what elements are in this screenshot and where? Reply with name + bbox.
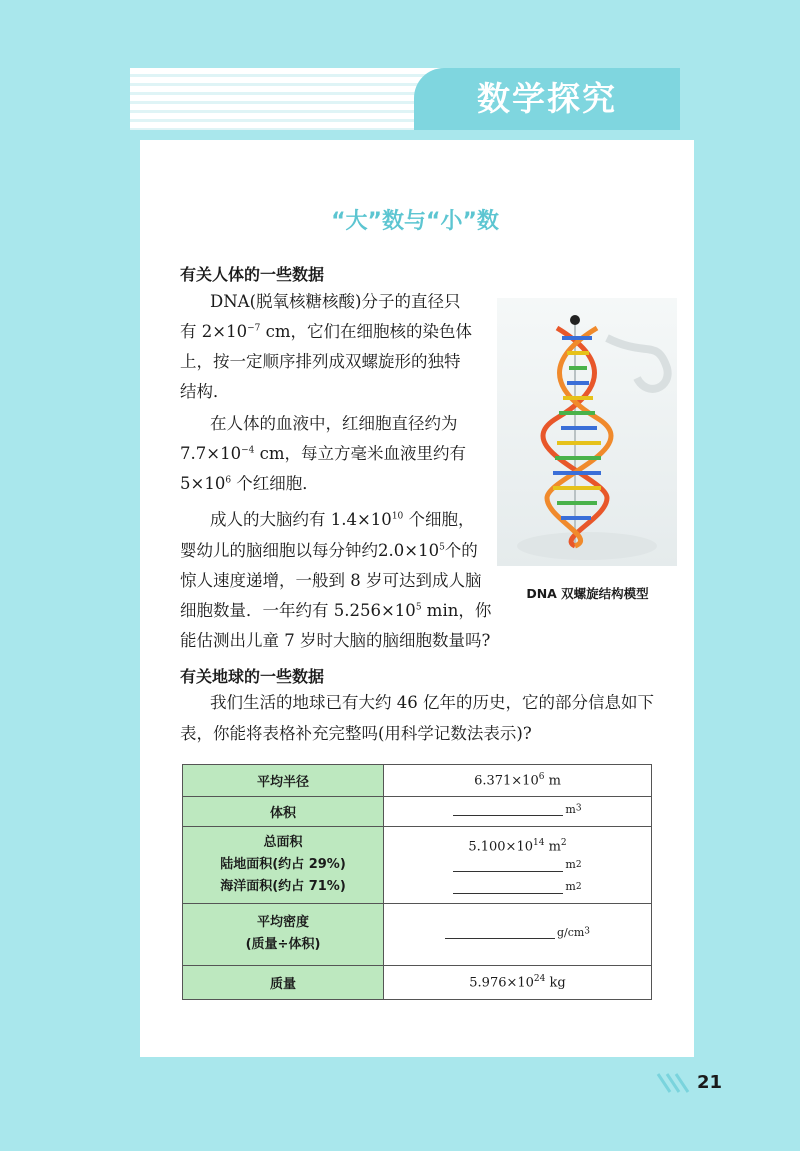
text-line: $5\times 10^6$ 个红细胞． (180, 474, 319, 493)
text-line: 在人体的血液中，红细胞直径约为 (210, 414, 458, 433)
text-line: 成人的大脑约有 $1.4\times 10^{10}$ 个细胞， (210, 510, 475, 529)
table-row (183, 765, 652, 797)
answer-blank[interactable] (445, 926, 555, 939)
text-line: 上，按一定顺序排列成双螺旋形的独特 (180, 352, 461, 371)
table-value-cell: m3 (384, 797, 652, 827)
text-line: 细胞数量．一年约有 $5.256\times 10^5$ min，你 (180, 601, 492, 620)
text-line: 婴幼儿的脑细胞以每分钟约$2.0\times 10^5$个的 (180, 541, 478, 560)
earth-heading: 有关地球的一些数据 (180, 667, 325, 686)
text-line: DNA(脱氧核糖核酸)分子的直径只 (210, 292, 461, 311)
table-label-cell: 体积 (183, 797, 384, 827)
chapter-title: 数学探究 (477, 79, 617, 118)
image-caption: DNA 双螺旋结构模型 (526, 586, 649, 601)
text-line: 结构． (180, 382, 230, 401)
table-value-cell: $5.100\times 10^{14}$ $m^2$ $^{m2}$ $^{m2}$ (384, 827, 652, 903)
human-heading: 有关人体的一些数据 (180, 265, 325, 284)
table-label-cell: 质量 (183, 965, 384, 999)
dna-model-photo (497, 298, 677, 566)
text-line: 我们生活的地球已有大约 46 亿年的历史，它的部分信息如下 (210, 693, 654, 712)
answer-blank[interactable] (453, 859, 563, 872)
page-marker-icon (656, 1072, 696, 1094)
text-line: 惊人速度递增，一般到 8 岁可达到成人脑 (180, 571, 482, 590)
table-label-cell: 平均密度 (质量÷体积) (183, 903, 384, 965)
table-value-cell: $5.976\times 10^{24}$ kg (384, 965, 652, 999)
text-line: 能估测出儿童 7 岁时大脑的脑细胞数量吗? (180, 631, 491, 650)
table-label-cell: 总面积 陆地面积(约占 29%) 海洋面积(约占 71%) (183, 827, 384, 903)
table-label-cell: 平均半径 (183, 765, 384, 797)
text-line: 有 $2\times 10^{-7}$ cm，它们在细胞核的染色体 (180, 322, 472, 341)
table-row (183, 827, 652, 903)
text-line: $7.7\times 10^{-4}$ cm，每立方毫米血液里约有 (180, 444, 466, 463)
answer-blank[interactable] (453, 803, 563, 816)
table-value-cell: $6.371\times 10^6$ m (384, 765, 652, 797)
table-row (183, 797, 652, 827)
table-row (183, 903, 652, 965)
text-line: 表，你能将表格补充完整吗(用科学记数法表示)? (180, 724, 532, 743)
table-row (183, 965, 652, 999)
page-number: 21 (697, 1072, 723, 1093)
table-value-cell: g/cm3 (384, 903, 652, 965)
section-title: “大”数与“小”数 (331, 209, 499, 234)
earth-data-table (182, 764, 652, 1000)
answer-blank[interactable] (453, 881, 563, 894)
